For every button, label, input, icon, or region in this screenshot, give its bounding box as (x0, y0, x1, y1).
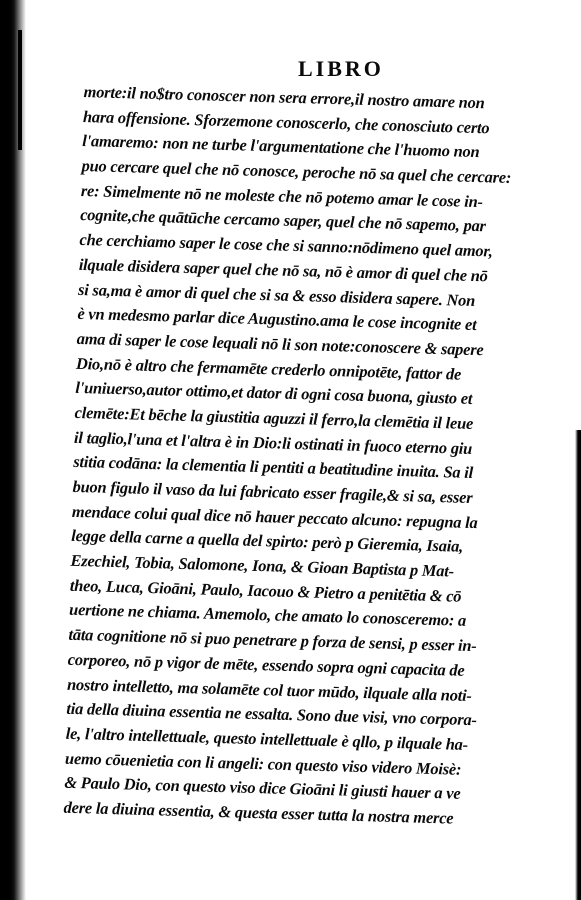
scan-edge-right (575, 430, 581, 900)
text-line: il taglio,l'una et l'altra è in Dio:li ostinati in fuoco eterno giu (73, 427, 473, 458)
text-line: ilquale disidera saper quel che nō sa, nō è amor di quel che nō (78, 254, 488, 286)
text-line: è vn medesmo parlar dice Augustino.ama le cose incognite et (77, 304, 477, 335)
text-line: uemo cōuenietia con li angeli: con questo viso videro Moisè: (64, 748, 462, 779)
text-line: mendace colui qual dice nō hauer peccato alcuno: repugna la (71, 501, 478, 532)
text-line: & Paulo Dio, con questo viso dice Gioāni li giusti hauer a ve (64, 772, 461, 804)
text-line: ama di saper le cose lequali nō li son note:conoscere & sapere (76, 328, 484, 360)
text-line: clemēte:Et bēche la giustitia aguzzi il ferro,la clemētia il leue (74, 402, 474, 433)
text-line: hara offensione. Sforzemone conoscerlo, che conosciuto certo (82, 106, 490, 138)
text-line: buon figulo il vaso da lui fabricato esser fragile,& si sa, esser (72, 476, 473, 508)
text-line: theo, Luca, Gioāni, Paulo, Iacouo & Pietro a penitētia & cō (69, 575, 462, 606)
running-head: LIBRO (298, 56, 384, 81)
text-line: che cerchiamo saper le cose che si sanno:nōdimeno quel amor, (79, 230, 493, 261)
text-line: corporeo, nō p vigor de mēte, essendo sopra ogni capacita de (67, 649, 465, 680)
text-line: re: Simelmente nō ne moleste che nō potemo amar le cose in- (80, 180, 484, 211)
text-line: uertione ne chiama. Amemolo, che amato lo conosceremo: a (68, 600, 467, 631)
text-line: Ezechiel, Tobia, Salomone, Iona, & Gioan Baptista p Mat- (70, 550, 455, 581)
text-line: Dio,nō è altro che fermamēte crederlo onnipotēte, fattor de (75, 353, 462, 384)
text-line: l'uniuerso,autor ottimo,et dator di ogni cosa buona, giusto et (75, 378, 473, 409)
text-line: si sa,ma è amor di quel che si sa & esso disidera sapere. Non (77, 279, 476, 310)
text-line: tāta cognitione nō si puo penetrare p forza de sensi, p esser in- (68, 624, 477, 656)
text-line: dere la diuina essentia, & questa esser tutta la nostra merce (63, 797, 454, 828)
text-line: l'amaremo: non ne turbe l'argumentatione che l'huomo non (82, 131, 480, 162)
text-line: stitia codāna: la clementia li pentiti a beatitudine inuita. Sa il (73, 452, 474, 483)
text-line: cognite,che quātūche cercamo saper, quel che nō sapemo, par (79, 205, 487, 236)
text-line: morte:il no$tro conoscer non sera errore,il nostro amare non (83, 81, 485, 113)
body-text (63, 80, 553, 833)
text-line: legge della carne a quella del spirto: però p Gieremia, Isaia, (71, 526, 464, 557)
scan-edge-left (0, 0, 26, 900)
text-line: puo cercare quel che nō conosce, peroche nō sa quel che cercare: (81, 156, 512, 188)
text-line: nostro intelletto, ma solamēte col tuor mūdo, ilquale alla noti- (66, 674, 472, 705)
text-line: tia della diuina essentia ne essalta. Sono due visi, vno corpora- (66, 698, 478, 730)
text-line: le, l'altro intellettuale, questo intellettuale è qllo, p ilquale ha- (65, 723, 469, 754)
